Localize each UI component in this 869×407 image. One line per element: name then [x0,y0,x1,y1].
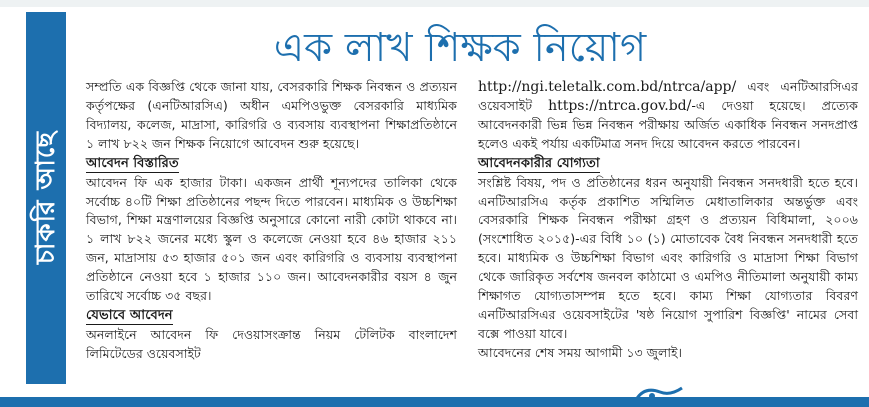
section-label: চাকরি আছে [31,131,61,265]
eligibility-paragraph: সংশ্লিষ্ট বিষয়, পদ ও প্রতিষ্ঠানের ধরন অনুযায়ী নিবন্ধন সনদধারী হতে হবে। এনটিআরসিএ কর্তৃক প্রকাশিত সম্মিলিত মেধাতালিকার অন্তর্ভুক্ত এবং বেসরকারি শিক্ষক নিবন্ধন পরীক্ষা গ্রহণ ও প্রত্যয়ন বিধিমালা, ২০০৬ (সংশোধিত ২০১৫)-এর বিধি ১০ (১) মোতাবেক বৈধ নিবন্ধন সনদধারী হতে হবে। মাধ্যমিক ও উচ্চশিক্ষা বিভাগ এবং কারিগরি ও মাদ্রাসা শিক্ষা বিভাগ থেকে জারিকৃত সর্বশেষ জনবল কাঠামো ও এমপিও নীতিমালা অনুযায়ী কাম্য শিক্ষাগত যোগ্যতাসম্পন্ন হতে হবে। কাম্য শিক্ষা যোগ্যতার বিবরণ এনটিআরসিএর ওয়েবসাইটের 'ষষ্ঠ নিয়োগ সুপারিশ বিজ্ঞপ্তি' নামের সেবা বক্সে পাওয়া যাবে। [478,174,858,341]
deadline-text: আবেদনের শেষ সময় আগামী ১৩ জুলাই। [478,344,683,360]
article-headline: এক লাখ শিক্ষক নিয়োগ [273,25,647,71]
top-page-strip [0,0,869,7]
teletalk-url[interactable]: http://ngi.teletalk.com.bd/ntrca/app/ [478,79,737,95]
intro-paragraph: সম্প্রতি এক বিজ্ঞপ্তি থেকে জানা যায়, বেসরকারি শিক্ষক নিবন্ধন ও প্রত্যয়ন কর্তৃপক্ষের (এনটিআরসিএ) অধীন এমপিওভুক্ত বেসরকারি মাধ্যমিক বিদ্যালয়, কলেজ, মাদ্রাসা, কারিগরি ও ব্যবসায় ব্যবস্থাপনা শিক্ষাপ্রতিষ্ঠানে ১ লাখ ৮২২ জন শিক্ষক নিয়োগে আবেদন শুরু হয়েছে। [86,79,457,151]
bottom-accent-bar [0,397,869,407]
application-details-paragraph: আবেদন ফি এক হাজার টাকা। একজন প্রার্থী শূন্যপদের তালিকা থেকে সর্বোচ্চ ৪০টি শিক্ষা প্রতিষ্ঠানের পছন্দ দিতে পারবেন। মাধ্যমিক ও উচ্চশিক্ষা বিভাগ, শিক্ষা মন্ত্রণালয়ের বিজ্ঞপ্তি অনুসারে কোনো নারী কোটা থাকবে না। ১ লাখ ৮২২ জনের মধ্যে স্কুল ও কলেজে নেওয়া হবে ৪৬ হাজার ২১১ জন, মাদ্রাসায় ৫৩ হাজার ৫০১ জন এবং কারিগরি ও ব্যবসায় ব্যবস্থাপনা প্রতিষ্ঠানে নেওয়া হবে ১ হাজার ১১০ জন। আবেদনকারীর বয়স ৪ জুন তারিখে সর্বোচ্চ ৩৫ বছর। [86,174,457,304]
websites-paragraph-rest: -এ দেওয়া হয়েছে। প্রত্যেক আবেদনকারী ভিন্ন ভিন্ন নিবন্ধন পরীক্ষায় অর্জিত একাধিক নিবন্ধন সনদপ্রাপ্ত হলেও একই পর্যায় একটিমাত্র সনদ দিয়ে আবেদন করতে পারবেন। [478,97,858,151]
section-side-band [26,12,66,384]
websites-paragraph [478,78,858,154]
ntrca-url[interactable]: https://ntrca.gov.bd/ [548,97,692,114]
eligibility-heading: আবেদনকারীর যোগ্যতা [478,155,600,171]
how-to-apply-heading: যেভাবে আবেদন [86,307,173,323]
application-details-heading: আবেদন বিস্তারিত [86,155,179,171]
how-to-apply-paragraph: অনলাইনে আবেদন ফি দেওয়াসংক্রান্ত নিয়ম টেলিটক বাংলাদেশ লিমিটেডের ওয়েবসাইট [86,326,457,361]
and-text: এবং [736,79,770,94]
article-column-left [86,78,457,364]
ntrca-site-prefix: এনটিআরসিএর ওয়েবসাইট [478,79,858,113]
article-column-right [478,78,858,363]
